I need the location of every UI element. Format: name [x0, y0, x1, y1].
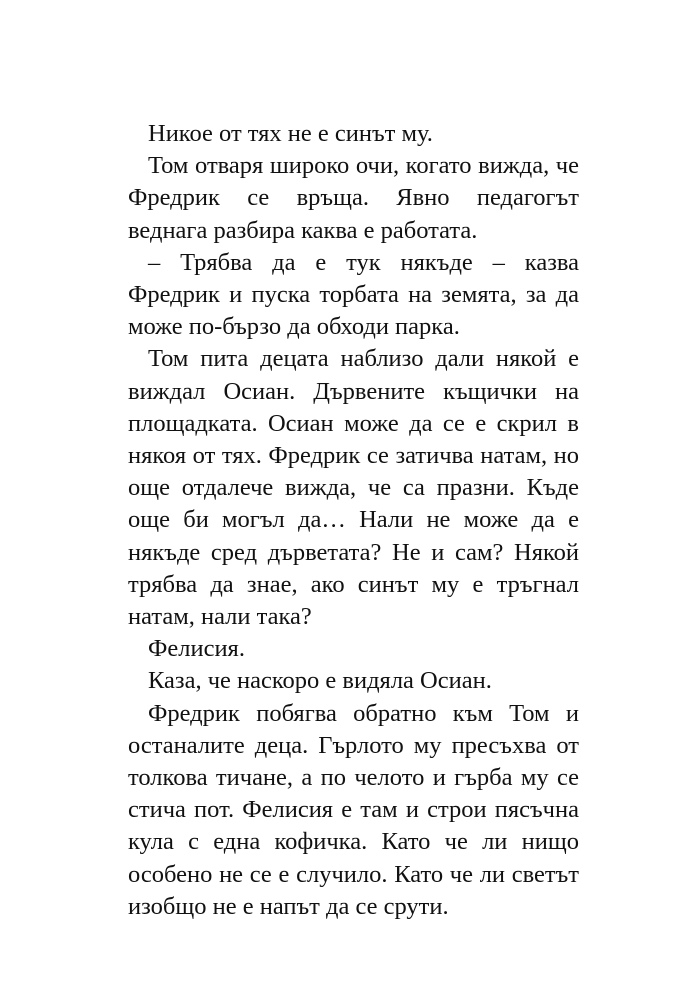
paragraph: Фелисия. [148, 635, 245, 663]
paragraph: Том пита децата наблизо дали някой е виждал Осиан. Дървените къщички на площадката. Осиан може да се е скрил в някоя от тях. Фредрик се затичва натам, но още отдалече вижда, че са празни. Къде още би могъл да… Нали не може да е някъде сред дърветата? Не и сам? Някой трябва да знае, ако синът му е тръгнал натам, нали така? [128, 345, 579, 631]
paragraph: Никое от тях не е синът му. [148, 120, 433, 147]
paragraph: Том отваря широко очи, когато вижда, че Фредрик се връща. Явно педагогът веднага разбира каква е работата. [128, 152, 579, 244]
paragraph: Каза, че наскоро е видяла Осиан. [148, 667, 492, 695]
paragraph: – Трябва да е тук някъде – казва Фредрик и пуска торбата на земята, за да може по-бързо да обходи парка. [128, 248, 579, 341]
paragraph: Фредрик побягва обратно към Том и останалите деца. Гърлото му пресъхва от толкова тичане, а по челото и гърба му се стича пот. Фелисия е там и строи пясъчна кула с една кофичка. Като че ли нищо особено не се е случило. Като че ли светът изобщо не е напът да се срути. [128, 699, 579, 920]
body-text [128, 118, 579, 923]
